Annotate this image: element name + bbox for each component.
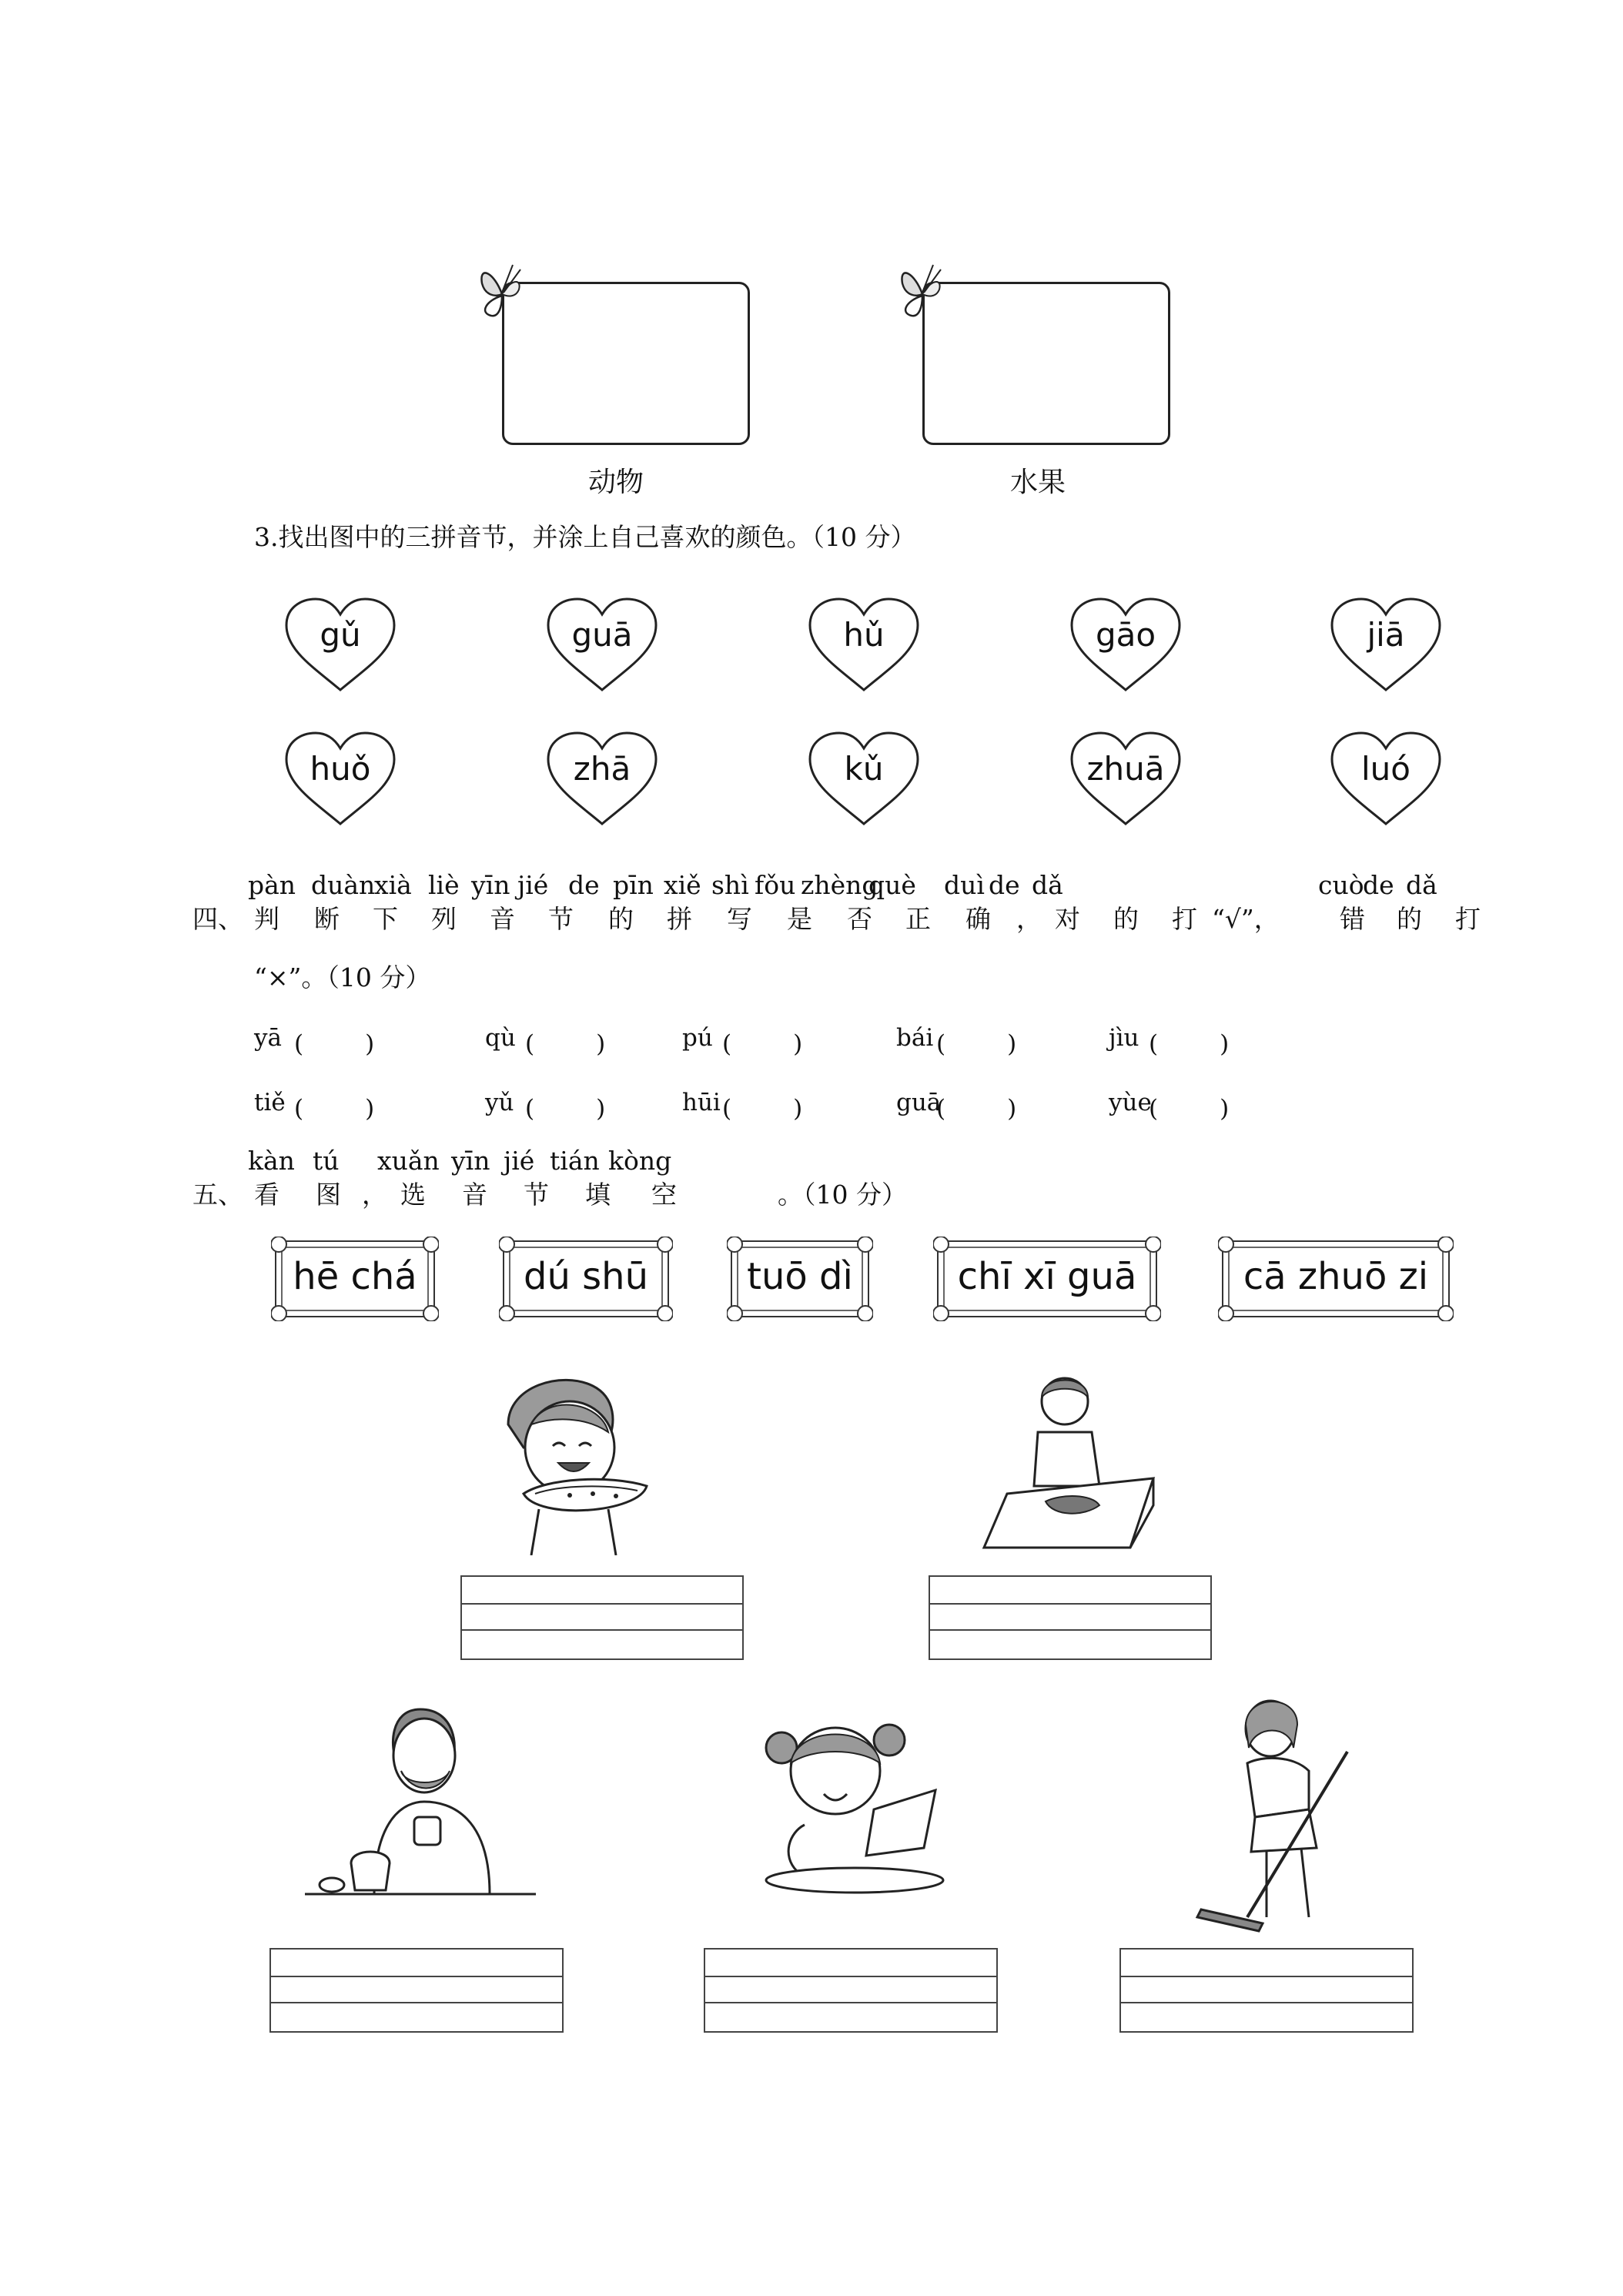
- answer-parenthesis[interactable]: ( ): [722, 1095, 808, 1123]
- question-character: 空: [651, 1180, 677, 1210]
- answer-parenthesis[interactable]: ( ): [294, 1030, 380, 1058]
- q5-tail: 。（10 分）: [778, 1180, 907, 1210]
- heart-syllable[interactable]: [282, 730, 399, 828]
- q4-number: 四、: [192, 904, 243, 934]
- q4-question-row: [0, 899, 1623, 933]
- answer-box-2[interactable]: [929, 1575, 1212, 1660]
- heart-syllable-text: gāo: [1095, 616, 1156, 654]
- pinyin-annotation: pàn: [248, 870, 296, 900]
- question-character: 写: [727, 904, 752, 934]
- q5-number: 五、: [192, 1180, 243, 1210]
- heart-syllable-text: zhuā: [1086, 750, 1165, 788]
- syllable-card-text: chī xī guā: [957, 1255, 1137, 1298]
- pinyin-annotation: yīn: [451, 1146, 490, 1176]
- q4-pinyin-row: [0, 870, 1623, 901]
- answer-parenthesis[interactable]: ( ): [936, 1030, 1022, 1058]
- pinyin-annotation: liè: [428, 870, 460, 900]
- q4-line2: “×”。（10 分）: [254, 962, 431, 992]
- judge-syllable: jìu: [1109, 1024, 1139, 1052]
- question-character: ，: [362, 1180, 387, 1210]
- pinyin-annotation: cuò: [1318, 870, 1364, 900]
- question-character: 的: [608, 904, 634, 934]
- pinyin-annotation: duàn: [311, 870, 376, 900]
- pinyin-annotation: tián: [550, 1146, 600, 1176]
- heart-syllable[interactable]: [544, 596, 661, 694]
- heart-syllable[interactable]: [1327, 596, 1444, 694]
- judge-item: [1109, 1024, 1234, 1058]
- judge-item: [254, 1024, 380, 1058]
- question-character: 是: [787, 904, 812, 934]
- question-character: 图: [316, 1180, 341, 1210]
- judge-syllable: guā: [896, 1089, 942, 1116]
- question-character: 填: [585, 1180, 611, 1210]
- judge-item: [682, 1024, 808, 1058]
- heart-syllable[interactable]: [544, 730, 661, 828]
- question-character: 对: [1055, 904, 1080, 934]
- answer-box-1[interactable]: [460, 1575, 744, 1660]
- question-character: 看: [254, 1180, 279, 1210]
- man-drinking-tea-picture: [305, 1702, 544, 1902]
- question-character: 正: [905, 904, 931, 934]
- answer-box-3[interactable]: [269, 1948, 564, 2033]
- pinyin-annotation: xià: [374, 870, 412, 900]
- heart-syllable[interactable]: [1067, 730, 1184, 828]
- judge-syllable: qù: [485, 1024, 516, 1052]
- heart-syllable[interactable]: [282, 596, 399, 694]
- boy-eating-watermelon-picture: [493, 1371, 670, 1555]
- answer-parenthesis[interactable]: ( ): [525, 1095, 611, 1123]
- judge-item: [682, 1089, 808, 1123]
- syllable-card[interactable]: [499, 1237, 673, 1321]
- question-character: 节: [548, 904, 574, 934]
- question-character: 打: [1455, 904, 1481, 934]
- heart-syllable[interactable]: [805, 730, 922, 828]
- fruit-box[interactable]: [922, 282, 1170, 445]
- question-character: 判: [254, 904, 279, 934]
- pinyin-annotation: de: [989, 870, 1020, 900]
- butterfly-icon: [471, 257, 533, 322]
- judge-item: [896, 1024, 1022, 1058]
- question-character: 选: [400, 1180, 426, 1210]
- judge-item: [485, 1089, 611, 1123]
- syllable-card[interactable]: [271, 1237, 439, 1321]
- judge-syllable: yā: [254, 1024, 282, 1052]
- heart-syllable-text: huǒ: [310, 750, 371, 788]
- judge-syllable: tiě: [254, 1089, 286, 1116]
- pinyin-annotation: jié: [504, 1146, 535, 1176]
- question-character: 音: [490, 904, 515, 934]
- pinyin-annotation: jié: [517, 870, 549, 900]
- syllable-card-text: dú shū: [524, 1255, 648, 1298]
- question-character: 的: [1113, 904, 1139, 934]
- heart-syllable-text: hǔ: [843, 616, 885, 654]
- question-character: 确: [965, 904, 991, 934]
- question-character: 拼: [667, 904, 692, 934]
- question-character: 节: [524, 1180, 549, 1210]
- heart-syllable-text: zhā: [573, 750, 631, 788]
- answer-parenthesis[interactable]: ( ): [1149, 1030, 1234, 1058]
- pinyin-annotation: xuǎn: [377, 1146, 440, 1176]
- answer-box-4[interactable]: [704, 1948, 998, 2033]
- category-label-animal: 动物: [587, 467, 644, 498]
- answer-box-5[interactable]: [1119, 1948, 1414, 2033]
- question-character: 列: [431, 904, 457, 934]
- answer-parenthesis[interactable]: ( ): [1149, 1095, 1234, 1123]
- animal-box[interactable]: [502, 282, 750, 445]
- pinyin-annotation: què: [868, 870, 916, 900]
- category-label-fruit: 水果: [1009, 467, 1066, 498]
- heart-syllable[interactable]: [1327, 730, 1444, 828]
- syllable-card[interactable]: [1218, 1237, 1454, 1321]
- heart-syllable[interactable]: [1067, 596, 1184, 694]
- judge-syllable: yùe: [1109, 1089, 1152, 1116]
- pinyin-annotation: duì: [944, 870, 985, 900]
- judge-syllable: pú: [682, 1024, 713, 1052]
- heart-syllable-text: kǔ: [844, 750, 884, 788]
- heart-syllable-text: luó: [1361, 750, 1411, 788]
- heart-syllable-text: jiā: [1367, 616, 1405, 654]
- answer-parenthesis[interactable]: ( ): [936, 1095, 1022, 1123]
- q3-title: 3.找出图中的三拼音节，并涂上自己喜欢的颜色。（10 分）: [254, 522, 916, 552]
- question-character: ，: [1016, 904, 1042, 934]
- syllable-card[interactable]: [933, 1237, 1161, 1321]
- judge-syllable: bái: [896, 1024, 934, 1052]
- question-character: 下: [373, 904, 398, 934]
- q5-pinyin-row: [0, 1146, 1623, 1176]
- answer-parenthesis[interactable]: ( ): [722, 1030, 808, 1058]
- heart-syllable-text: guā: [571, 616, 633, 654]
- butterfly-icon: [892, 257, 953, 322]
- girl-reading-picture: [758, 1717, 951, 1894]
- answer-parenthesis[interactable]: ( ): [525, 1030, 611, 1058]
- syllable-card[interactable]: [727, 1237, 873, 1321]
- boy-wiping-table-picture: [976, 1371, 1169, 1555]
- pinyin-annotation: dǎ: [1032, 870, 1063, 900]
- pinyin-annotation: kòng: [608, 1146, 672, 1176]
- pinyin-annotation: shì: [711, 870, 749, 900]
- question-character: 音: [462, 1180, 487, 1210]
- pinyin-annotation: dǎ: [1406, 870, 1437, 900]
- pinyin-annotation: de: [568, 870, 600, 900]
- pinyin-annotation: zhèng: [801, 870, 878, 900]
- syllable-card-text: tuō dì: [747, 1255, 853, 1298]
- pinyin-annotation: yīn: [471, 870, 510, 900]
- judge-item: [485, 1024, 611, 1058]
- q5-question-row: [0, 1175, 1623, 1209]
- pinyin-annotation: fǒu: [755, 870, 796, 900]
- pinyin-annotation: xiě: [664, 870, 701, 900]
- pinyin-annotation: pīn: [613, 870, 654, 900]
- judge-syllable: hūi: [682, 1089, 721, 1116]
- question-character: 打: [1172, 904, 1197, 934]
- pinyin-annotation: de: [1363, 870, 1394, 900]
- girl-mopping-picture: [1193, 1694, 1370, 1933]
- question-character: 否: [847, 904, 872, 934]
- judge-item: [896, 1089, 1022, 1123]
- syllable-card-text: cā zhuō zi: [1243, 1255, 1429, 1298]
- judge-syllable: yǔ: [485, 1089, 514, 1116]
- judge-item: [1109, 1089, 1234, 1123]
- pinyin-annotation: kàn: [248, 1146, 295, 1176]
- question-character: 错: [1340, 904, 1365, 934]
- judge-item: [254, 1089, 380, 1123]
- answer-parenthesis[interactable]: ( ): [294, 1095, 380, 1123]
- question-character: 的: [1397, 904, 1422, 934]
- pinyin-annotation: tú: [313, 1146, 340, 1176]
- question-character: “√”，: [1212, 904, 1280, 934]
- heart-syllable-text: gǔ: [320, 616, 361, 654]
- question-character: 断: [314, 904, 340, 934]
- heart-syllable[interactable]: [805, 596, 922, 694]
- syllable-card-text: hē chá: [293, 1255, 417, 1298]
